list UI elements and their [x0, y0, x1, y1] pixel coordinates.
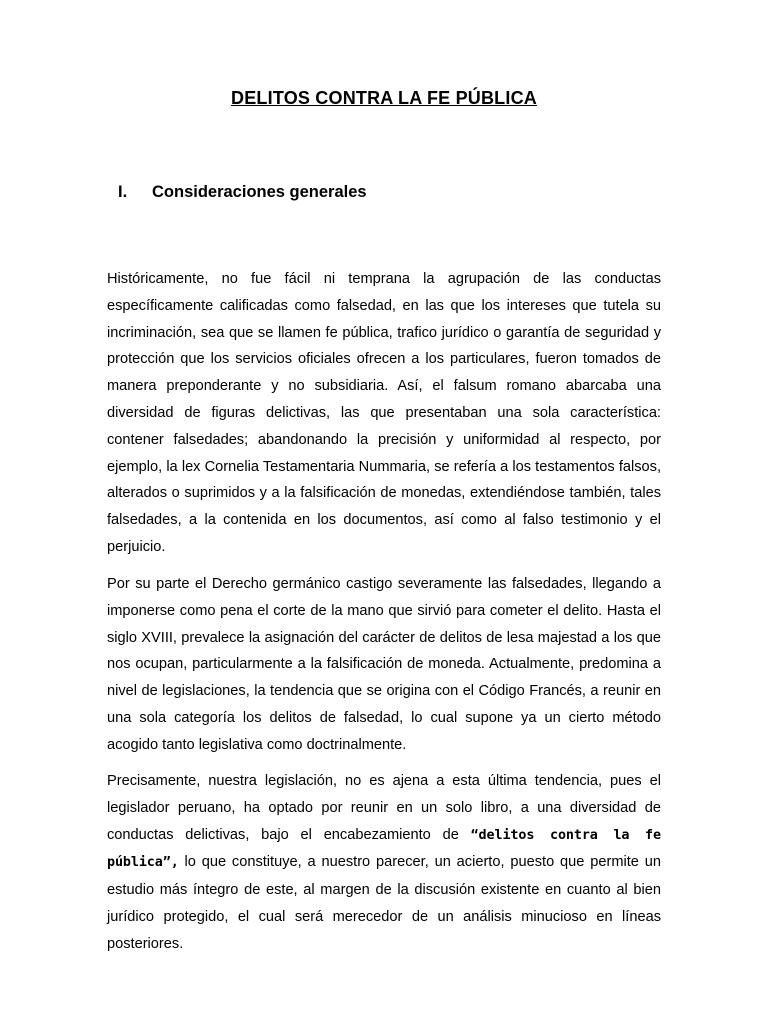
paragraph-2: Por su parte el Derecho germánico castigo severamente las falsedades, llegando a imponerse como pena el corte de la mano que sirvió para cometer el delito. Hasta el siglo XVIII, prevalece la asignación del carácter de delitos de lesa majestad a los que nos ocupan, particularmente a la falsificación de moneda. Actualmente, predomina a nivel de legislaciones, la tendencia que se origina con el Código Francés, a reunir en una sola categoría los delitos de falsedad, lo cual supone ya un cierto método acogido tanto legislativa como doctrinalmente.	[107, 576, 661, 753]
paragraph-3	[107, 768, 661, 958]
section-number: I.	[118, 183, 128, 201]
paragraph-3-text-before: Precisamente, nuestra legislación, no es ajena a esta última tendencia, pues el legislador peruano, ha optado por reunir en un solo libro, a una diversidad de conductas delictivas, bajo el encabezamiento de	[107, 773, 661, 843]
paragraph-3-emphasis: “delitos contra la fe pública”,	[107, 827, 661, 871]
document-title: DELITOS CONTRA LA FE PÚBLICA	[231, 88, 537, 108]
section-heading	[118, 183, 367, 202]
paragraph-1: Históricamente, no fue fácil ni temprana la agrupación de las conductas específicamente calificadas como falsedad, en las que los intereses que tutela su incriminación, sea que se llamen fe pública, trafico jurídico o garantía de seguridad y protección que los servicios oficiales ofrecen a los particulares, fueron tomados de manera preponderante y no subsidiaria. Así, el falsum romano abarcaba una diversidad de figuras delictivas, las que presentaban una sola característica: contener falsedades; abandonando la precisión y uniformidad al respecto, por ejemplo, la lex Cornelia Testamentaria Nummaria, se refería a los testamentos falsos, alterados o suprimidos y a la falsificación de monedas, extendiéndose también, tales falsedades, a la contenida en los documentos, así como al falso testimonio y el perjuicio.	[107, 271, 661, 555]
section-heading-text: Consideraciones generales	[152, 183, 367, 201]
paragraph-3-text-after: lo que constituye, a nuestro parecer, un acierto, puesto que permite un estudio más íntegro de este, al margen de la discusión existente en cuanto al bien jurídico protegido, el cual será merecedor de un análisis minucioso en líneas posteriores.	[107, 854, 661, 952]
